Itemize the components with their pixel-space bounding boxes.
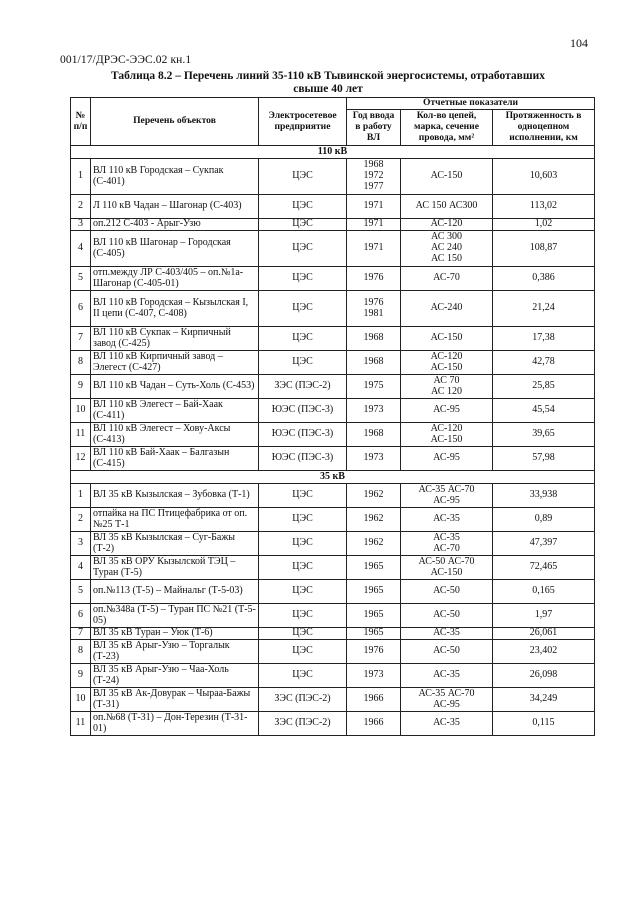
cell-year-line: 1968 [363,159,384,171]
cell-year-line: 1965 [363,627,384,639]
cell-wire-line: АС 70 [433,374,460,386]
cell-object: оп.№113 (Т-5) – Майнальг (Т-5-03) [91,580,259,604]
cell-year [347,159,401,195]
cell-enterprise: ЦЭС [259,327,347,351]
cell-wire-line: АС-35 [433,627,460,639]
cell-year [347,375,401,399]
cell-wire [401,484,493,508]
section-row [71,471,595,484]
header-num: № п/п [71,98,91,146]
cell-wire-line: АС-150 [430,433,463,445]
cell-year-line: 1962 [363,537,384,549]
cell-wire-line: АС-120 [430,422,463,434]
header-enterprise: Электросетевое предприятие [259,98,347,146]
cell-year-line: 1976 [363,645,384,657]
cell-length: 34,249 [493,688,595,712]
cell-year-line: 1973 [363,669,384,681]
cell-year-line: 1965 [363,585,384,597]
cell-length: 47,397 [493,532,595,556]
cell-year-line: 1976 [363,272,384,284]
cell-year-line: 1966 [363,717,384,729]
cell-year-line: 1971 [363,218,384,230]
cell-length: 0,115 [493,712,595,736]
cell-num: 10 [71,399,91,423]
cell-year [347,580,401,604]
table-row [71,231,595,267]
cell-enterprise: ЦЭС [259,195,347,219]
cell-length: 0,89 [493,508,595,532]
cell-year-line: 1972 [363,170,384,182]
cell-year-line: 1981 [363,307,384,319]
cell-wire-line: АС 120 [431,385,462,397]
cell-wire [401,327,493,351]
cell-object: ВЛ 110 кВ Городская – Сукпак (С-401) [91,159,259,195]
cell-num: 3 [71,219,91,231]
header-object: Перечень объектов [91,98,259,146]
cell-wire-line: АС-95 [433,452,460,464]
cell-num: 10 [71,688,91,712]
cell-enterprise: ЦЭС [259,291,347,327]
cell-wire-line: АС 240 [431,242,462,254]
cell-year [347,712,401,736]
cell-object: ВЛ 110 кВ Шагонар – Городская (С-405) [91,231,259,267]
table-row [71,688,595,712]
cell-wire [401,628,493,640]
cell-wire-line: АС-35 АС-70 [418,483,475,495]
cell-wire-line: АС-35 [433,717,460,729]
cell-year [347,219,401,231]
table-title [78,70,578,96]
cell-length: 0,165 [493,580,595,604]
cell-num: 7 [71,327,91,351]
cell-year [347,447,401,471]
table-row [71,664,595,688]
cell-enterprise: ЮЭС (ПЭС-3) [259,423,347,447]
page-number: 104 [570,36,588,50]
cell-wire-line: АС-120 [430,218,463,230]
cell-enterprise: ЦЭС [259,556,347,580]
cell-length: 57,98 [493,447,595,471]
cell-wire [401,556,493,580]
section-title: 110 кВ [71,146,595,159]
cell-year-line: 1971 [363,200,384,212]
cell-enterprise: ЗЭС (ПЭС-2) [259,688,347,712]
table-row [71,604,595,628]
cell-year-line: 1965 [363,561,384,573]
cell-enterprise: ЮЭС (ПЭС-3) [259,399,347,423]
cell-num: 4 [71,556,91,580]
cell-enterprise: ЮЭС (ПЭС-3) [259,447,347,471]
cell-object: ВЛ 110 кВ Чадан – Суть-Холь (С-453) [91,375,259,399]
cell-wire-line: АС 150 [431,252,462,264]
cell-wire [401,219,493,231]
cell-wire-line: АС-70 [433,542,460,554]
cell-wire [401,291,493,327]
cell-object: ВЛ 110 кВ Городская – Кызылская I, II цепи (С-407, С-408) [91,291,259,327]
cell-num: 11 [71,712,91,736]
cell-length: 45,54 [493,399,595,423]
cell-year-line: 1977 [363,180,384,192]
cell-wire-line: АС 300 [431,231,462,243]
cell-wire-line: АС-70 [433,272,460,284]
cell-num: 2 [71,195,91,219]
cell-object: ВЛ 35 кВ Арыг-Узю – Чаа-Холь (Т-24) [91,664,259,688]
cell-wire [401,375,493,399]
cell-num: 9 [71,375,91,399]
cell-num: 8 [71,351,91,375]
cell-wire-line: АС-50 [433,585,460,597]
cell-wire-line: АС-50 [433,609,460,621]
cell-wire-line: АС-95 [433,698,460,710]
cell-object: оп.№348а (Т-5) – Туран ПС №21 (Т-5-05) [91,604,259,628]
cell-wire-line: АС-35 [433,513,460,525]
table-row [71,640,595,664]
table-title-line-1: Таблица 8.2 – Перечень линий 35-110 кВ Тывинской энергосистемы, отработавших [111,70,545,82]
cell-wire-line: АС-95 [433,404,460,416]
cell-num: 6 [71,604,91,628]
cell-year [347,327,401,351]
cell-wire-line: АС-35 АС-70 [418,687,475,699]
cell-year [347,423,401,447]
cell-year [347,267,401,291]
table-row [71,484,595,508]
cell-length: 113,02 [493,195,595,219]
cell-wire [401,604,493,628]
cell-year-line: 1966 [363,693,384,705]
cell-length: 26,098 [493,664,595,688]
document-code: 001/17/ДРЭС-ЭЭС.02 кн.1 [60,54,192,66]
cell-object: ВЛ 35 кВ Ак-Довурак – Чыраа-Бажы (Т-31) [91,688,259,712]
cell-year-line: 1971 [363,242,384,254]
cell-wire-line: АС-35 [433,531,460,543]
cell-wire [401,159,493,195]
cell-enterprise: ЦЭС [259,484,347,508]
cell-num: 9 [71,664,91,688]
cell-object: оп.212 С-403 - Арыг-Узю [91,219,259,231]
cell-wire-line: АС-50 АС-70 [418,555,475,567]
cell-year-line: 1968 [363,428,384,440]
cell-wire-line: АС 150 АС300 [415,200,478,212]
cell-object: ВЛ 110 кВ Бай-Хаак – Балгазын (С-415) [91,447,259,471]
table-row [71,628,595,640]
header-wire: Кол-во цепей, марка, сечение провода, мм² [401,110,493,146]
cell-length: 25,85 [493,375,595,399]
cell-enterprise: ЦЭС [259,231,347,267]
cell-wire [401,532,493,556]
cell-object: Л 110 кВ Чадан – Шагонар (С-403) [91,195,259,219]
cell-object: ВЛ 35 кВ Туран – Уюк (Т-6) [91,628,259,640]
cell-object: оп.№68 (Т-31) – Дон-Терезин (Т-31-01) [91,712,259,736]
table-title-line-2: свыше 40 лет [293,83,363,95]
cell-wire [401,640,493,664]
cell-wire [401,351,493,375]
cell-year-line: 1962 [363,513,384,525]
section-row [71,146,595,159]
table-row [71,351,595,375]
cell-object: ВЛ 110 кВ Сукпак – Кирпичный завод (С-425) [91,327,259,351]
cell-object: ВЛ 110 кВ Кирпичный завод – Элегест (С-427) [91,351,259,375]
cell-wire [401,195,493,219]
cell-length: 10,603 [493,159,595,195]
cell-num: 12 [71,447,91,471]
cell-length: 21,24 [493,291,595,327]
table-row [71,159,595,195]
cell-object: ВЛ 35 кВ ОРУ Кызылской ТЭЦ – Туран (Т-5) [91,556,259,580]
cell-wire-line: АС-95 [433,494,460,506]
cell-wire-line: АС-150 [430,332,463,344]
cell-year [347,195,401,219]
cell-enterprise: ЦЭС [259,159,347,195]
cell-year [347,231,401,267]
cell-length: 72,465 [493,556,595,580]
table-row [71,327,595,351]
cell-wire [401,267,493,291]
cell-num: 8 [71,640,91,664]
cell-length: 39,65 [493,423,595,447]
cell-year [347,532,401,556]
table-row [71,712,595,736]
cell-wire [401,447,493,471]
cell-enterprise: ЦЭС [259,628,347,640]
cell-year-line: 1968 [363,332,384,344]
cell-year [347,640,401,664]
cell-year-line: 1976 [363,296,384,308]
cell-year [347,664,401,688]
table-row [71,423,595,447]
cell-num: 3 [71,532,91,556]
header-reported: Отчетные показатели [347,98,595,110]
cell-wire [401,508,493,532]
cell-wire-line: АС-35 [433,669,460,681]
cell-wire [401,399,493,423]
table-row [71,532,595,556]
cell-length: 23,402 [493,640,595,664]
table-row [71,447,595,471]
cell-enterprise: ЦЭС [259,640,347,664]
cell-num: 2 [71,508,91,532]
cell-enterprise: ЦЭС [259,351,347,375]
cell-object: отп.между ЛР С-403/405 – оп.№1а-Шагонар (С-405-01) [91,267,259,291]
cell-year-line: 1973 [363,452,384,464]
header-length: Протяженность в одноцепном исполнении, км [493,110,595,146]
cell-year [347,688,401,712]
table-row [71,508,595,532]
cell-num: 5 [71,267,91,291]
table-row [71,267,595,291]
cell-num: 1 [71,159,91,195]
cell-year [347,291,401,327]
cell-year [347,399,401,423]
cell-year-line: 1975 [363,380,384,392]
cell-num: 7 [71,628,91,640]
cell-wire [401,712,493,736]
cell-wire-line: АС-120 [430,350,463,362]
cell-year-line: 1973 [363,404,384,416]
cell-year [347,508,401,532]
cell-year-line: 1965 [363,609,384,621]
table-row [71,580,595,604]
cell-length: 33,938 [493,484,595,508]
cell-length: 26,061 [493,628,595,640]
cell-wire [401,580,493,604]
cell-object: ВЛ 35 кВ Арыг-Узю – Торгалык (Т-23) [91,640,259,664]
cell-enterprise: ЗЭС (ПЭС-2) [259,375,347,399]
cell-num: 11 [71,423,91,447]
cell-year-line: 1962 [363,489,384,501]
table-row [71,399,595,423]
cell-year [347,556,401,580]
cell-length: 0,386 [493,267,595,291]
cell-year [347,484,401,508]
cell-wire-line: АС-150 [430,170,463,182]
cell-wire-line: АС-150 [430,361,463,373]
cell-wire-line: АС-150 [430,566,463,578]
table-row [71,291,595,327]
cell-enterprise: ЦЭС [259,604,347,628]
cell-enterprise: ЦЭС [259,580,347,604]
cell-wire-line: АС-50 [433,645,460,657]
cell-year [347,351,401,375]
cell-enterprise: ЦЭС [259,267,347,291]
cell-wire [401,664,493,688]
table-row [71,195,595,219]
cell-num: 5 [71,580,91,604]
cell-num: 6 [71,291,91,327]
cell-wire [401,688,493,712]
table-row [71,375,595,399]
table-row [71,219,595,231]
cell-num: 4 [71,231,91,267]
cell-length: 42,78 [493,351,595,375]
cell-length: 1,97 [493,604,595,628]
cell-enterprise: ЦЭС [259,664,347,688]
header-year: Год ввода в работу ВЛ [347,110,401,146]
cell-year [347,628,401,640]
lines-table [70,97,595,736]
cell-object: ВЛ 35 кВ Кызылская – Зубовка (Т-1) [91,484,259,508]
cell-year-line: 1968 [363,356,384,368]
cell-enterprise: ЦЭС [259,532,347,556]
cell-num: 1 [71,484,91,508]
cell-wire-line: АС-240 [430,302,463,314]
cell-wire [401,231,493,267]
table-row [71,556,595,580]
cell-object: ВЛ 35 кВ Кызылская – Суг-Бажы (Т-2) [91,532,259,556]
cell-enterprise: ЗЭС (ПЭС-2) [259,712,347,736]
cell-length: 1,02 [493,219,595,231]
table-body [71,146,595,736]
cell-year [347,604,401,628]
cell-enterprise: ЦЭС [259,508,347,532]
table-header [71,98,595,146]
cell-object: ВЛ 110 кВ Элегест – Хову-Аксы (С-413) [91,423,259,447]
cell-wire [401,423,493,447]
cell-length: 108,87 [493,231,595,267]
cell-object: ВЛ 110 кВ Элегест – Бай-Хаак (С-411) [91,399,259,423]
cell-object: отпайка на ПС Птицефабрика от оп.№25 Т-1 [91,508,259,532]
cell-enterprise: ЦЭС [259,219,347,231]
section-title: 35 кВ [71,471,595,484]
cell-length: 17,38 [493,327,595,351]
